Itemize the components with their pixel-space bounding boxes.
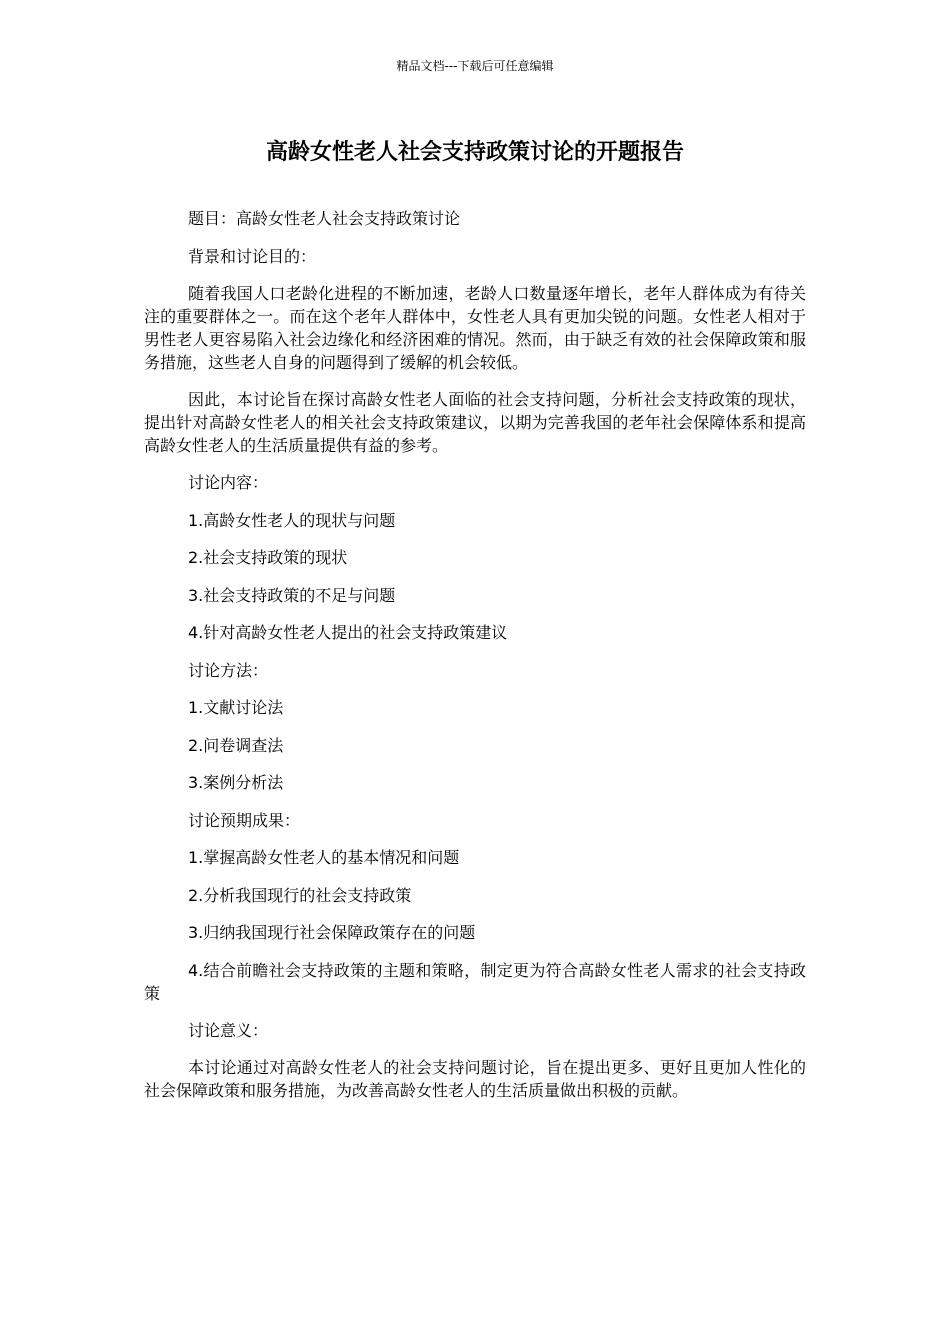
method-item: 3.案例分析法 (188, 773, 284, 792)
topic-line: 题目：高龄女性老人社会支持政策讨论 (188, 209, 461, 228)
method-item: 2.问卷调查法 (188, 735, 284, 755)
significance-paragraph: 本讨论通过对高龄女性老人的社会支持问题讨论，旨在提出更多、更好且更加人性化的社会保障政策和服务措施，为改善高龄女性老人的生活质量做出积极的贡献。 (144, 1058, 806, 1100)
content-item: 4.针对高龄女性老人提出的社会支持政策建议 (188, 623, 508, 642)
background-paragraph: 随着我国人口老龄化进程的不断加速，老龄人口数量逐年增长，老年人群体成为有待关注的重要群体之一。而在这个老年人群体中，女性老人具有更加尖锐的问题。女性老人相对于男性老人更容易陷入社会边缘化和经济困难的情况。然而，由于缺乏有效的社会保障政策和服务措施，这些老人自身的问题得到了缓解的机会较低。 (144, 284, 806, 372)
section-heading-significance: 讨论意义： (188, 1020, 269, 1040)
content-item: 3.社会支持政策的不足与问题 (188, 585, 396, 605)
content-item: 2.社会支持政策的现状 (188, 548, 348, 567)
section-heading-methods: 讨论方法： (188, 660, 269, 680)
section-heading-outcomes: 讨论预期成果： (188, 810, 301, 830)
outcome-item: 2.分析我国现行的社会支持政策 (188, 885, 412, 905)
document-title: 高龄女性老人社会支持政策讨论的开题报告 (265, 140, 684, 165)
outcome-item: 3.归纳我国现行社会保障政策存在的问题 (188, 923, 476, 942)
content-item: 1.高龄女性老人的现状与问题 (188, 510, 396, 530)
outcome-item: 4.结合前瞻社会支持政策的主题和策略，制定更为符合高龄女性老人需求的社会支持政策 (144, 960, 806, 1003)
section-heading-background: 背景和讨论目的： (188, 246, 317, 266)
document-body (144, 207, 806, 1116)
header-note: 精品文档---下载后可任意编辑 (396, 59, 554, 73)
method-item: 1.文献讨论法 (188, 698, 284, 717)
section-heading-content: 讨论内容： (188, 473, 269, 492)
purpose-paragraph: 因此，本讨论旨在探讨高龄女性老人面临的社会支持问题，分析社会支持政策的现状，提出针对高龄女性老人的相关社会支持政策建议，以期为完善我国的老年社会保障体系和提高高龄女性老人的生活质量提供有益的参考。 (144, 390, 806, 455)
outcome-item: 1.掌握高龄女性老人的基本情况和问题 (188, 848, 460, 867)
